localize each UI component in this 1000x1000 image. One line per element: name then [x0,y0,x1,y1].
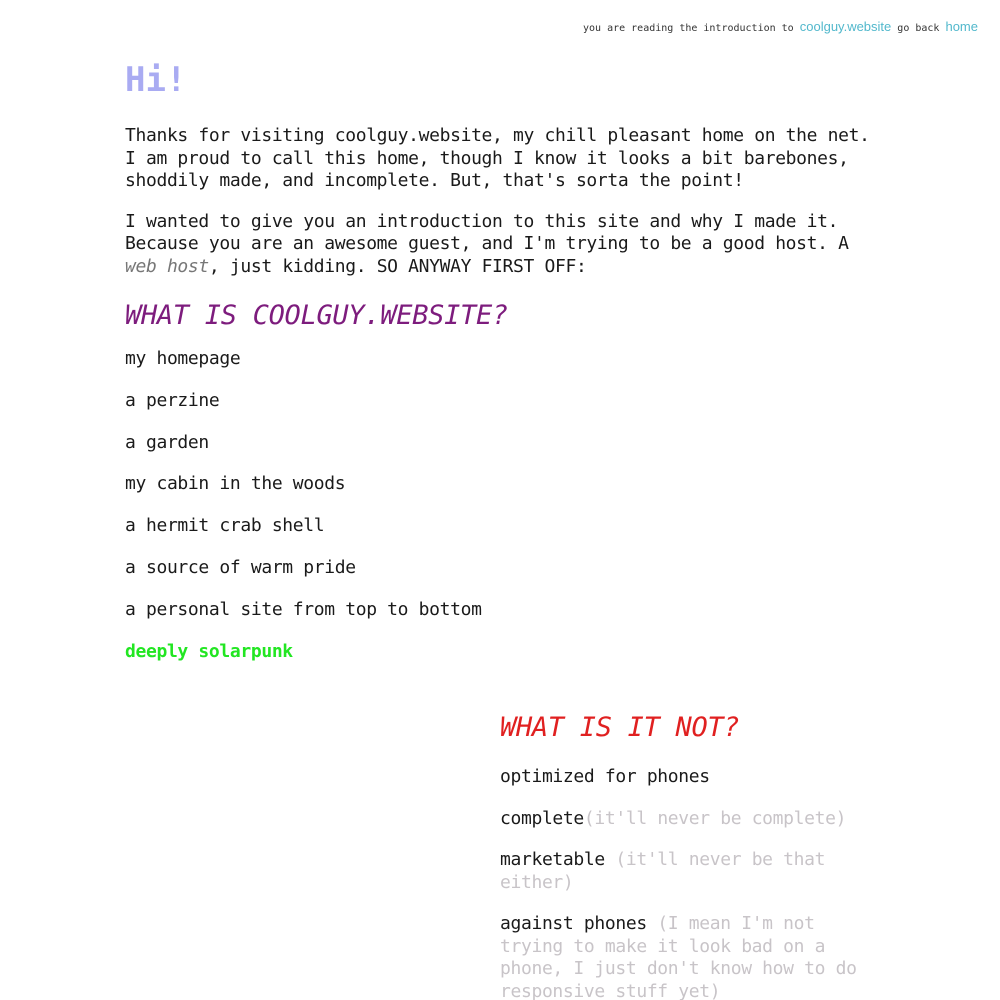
home-link[interactable]: home [945,19,978,34]
what-is-heading: WHAT IS COOLGUY.WEBSITE? [125,300,508,331]
list-item [500,913,870,1000]
list-item [500,849,870,894]
list-item: my cabin in the woods [125,473,346,495]
list-item [500,766,870,789]
list-item-solarpunk: deeply solarpunk [125,640,293,662]
list-item-text: optimized for phones [500,766,710,787]
intro-paragraph-1: Thanks for visiting coolguy.website, my chill pleasant home on the net. I am proud to call this home, though I know it looks a bit barebones, shoddily made, and incomplete. But, that's sorta the point! [125,125,870,191]
list-item: a garden [125,431,209,453]
intro-p2-after: , just kidding. SO ANYWAY FIRST OFF: [208,255,587,277]
site-link[interactable]: coolguy.website [799,19,892,34]
list-item: a source of warm pride [125,556,356,578]
list-item-text: against phones [500,913,658,934]
list-item-aside: (it'll never be that either) [500,849,826,893]
what-is-not-heading: WHAT IS IT NOT? [500,712,740,743]
list-item: a hermit crab shell [125,515,325,537]
list-item-aside: (I mean I'm not trying to make it look bad on a phone, I just don't know how to do responsive stuff yet) [500,913,857,1000]
web-host-emphasis: web host [125,255,209,277]
greeting-heading: Hi! [125,60,187,100]
topbar-prefix-text: you are reading the introduction to [582,23,800,34]
main-content [125,58,870,682]
topbar-middle-text: go back [891,23,946,34]
what-is-list [125,348,870,682]
intro-paragraph-2 [125,211,870,279]
intro-p2-before: I wanted to give you an introduction to this site and why I made it. Because you are an awesome guest, and I'm trying to be a good host. A [125,210,849,254]
top-navigation-bar [583,19,978,34]
list-item: a perzine [125,389,220,411]
list-item-text: marketable [500,849,616,870]
what-is-not-list [500,766,870,1000]
list-item: my homepage [125,348,241,369]
list-item [500,808,870,831]
what-is-not-section [500,708,870,1000]
list-item-text: complete [500,807,584,829]
list-item-aside: (it'll never be complete) [583,807,847,829]
list-item: a personal site from top to bottom [125,598,482,620]
